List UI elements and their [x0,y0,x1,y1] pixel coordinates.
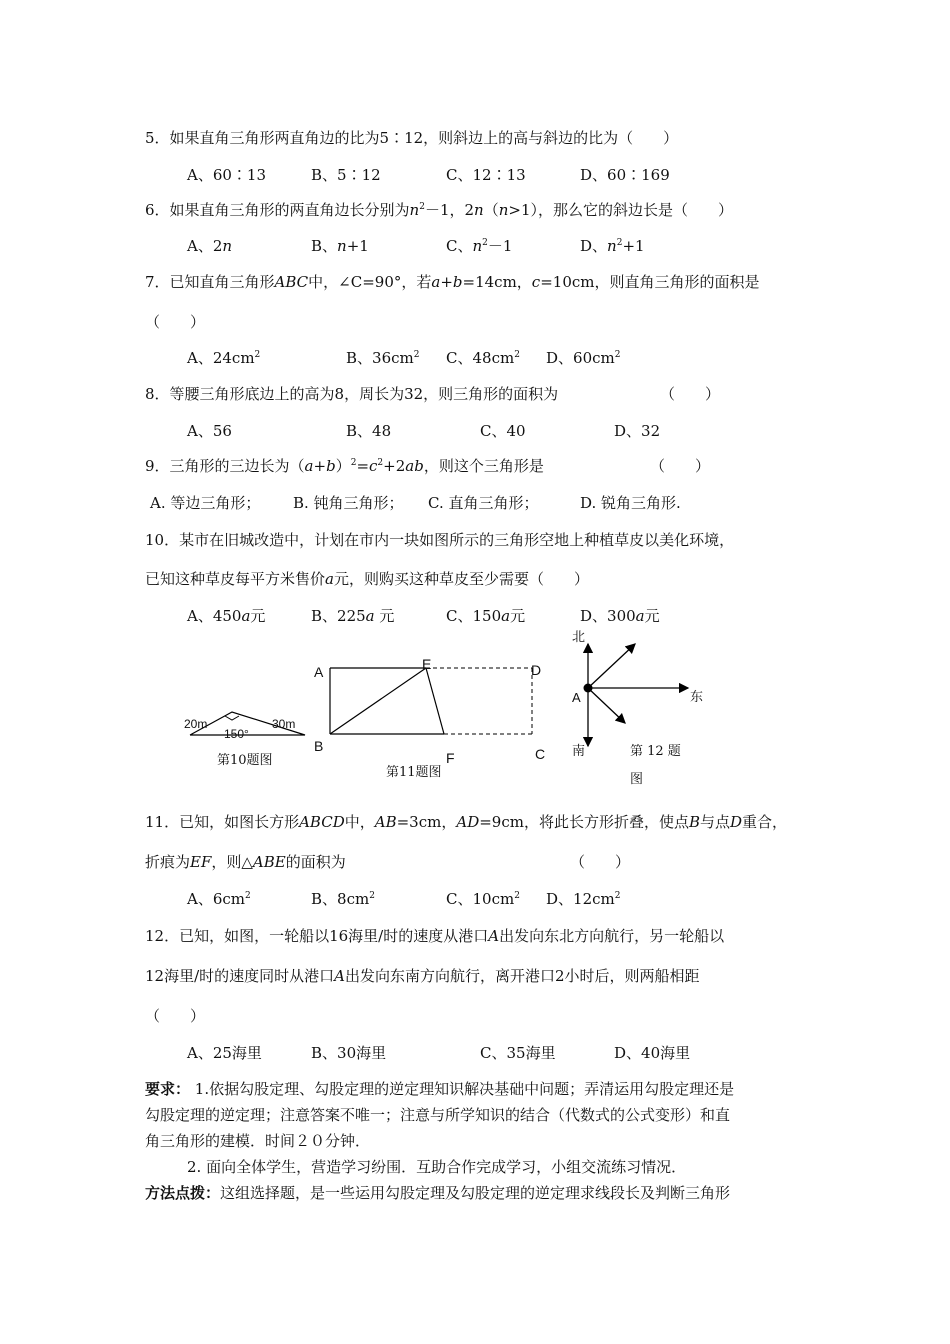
q7-option-d: D、$60cm^2$ [546,349,621,367]
fig10-left-side-label: 20m [184,717,208,731]
fig10-right-side-label: 30m [272,717,296,731]
q5-option-c: C、12∶13 [446,166,526,184]
q8-option-a: A、56 [187,422,232,440]
fig11-rectangle [320,660,540,740]
q8-option-b: B、48 [346,422,392,440]
q7-option-a: A、$24cm^2$ [187,349,261,367]
q12-option-b: B、30海里 [311,1044,387,1062]
fig11-label-d: D [531,662,542,678]
q9-paren: （ ） [650,457,711,475]
method-tip-line1: 方法点拨：这组选择题，是一些运用勾股定理及勾股定理的逆定理求线段长及判断三角形 [145,1184,731,1202]
q9-option-c: C. 直角三角形； [428,494,539,512]
q11-stem-line1: 11．已知，如图长方形ABCD中，AB=3cm，AD=9cm，将此长方形折叠，使点B与点D重合， [145,813,788,831]
fig11-label-b: B [314,738,324,754]
fig12-label-a: A [572,690,581,705]
fig11-label-f: F [446,750,455,766]
q5-option-b: B、5∶12 [311,166,381,184]
q11-option-a: A、$6cm^2$ [187,890,251,908]
q8-stem: 8．等腰三角形底边上的高为8，周长为32，则三角形的面积为 [145,385,559,403]
requirements-line2: 勾股定理的逆定理；注意答案不唯一；注意与所学知识的结合（代数式的公式变形）和直 [145,1106,731,1124]
q10-option-c: C、150a元 [446,607,526,625]
fig12-east-label: 东 [690,690,704,705]
q11-option-b: B、$8cm^2$ [311,890,375,908]
q11-paren: （ ） [570,853,631,871]
fig12-north-label: 北 [572,630,586,645]
fig12-compass [570,640,700,752]
q8-paren: （ ） [660,385,721,403]
q9-stem: 9．三角形的三边长为$(a+b)^2=c^2+2ab$，则这个三角形是 [145,457,544,475]
q8-option-c: C、40 [480,422,526,440]
q12-option-c: C、35海里 [480,1044,556,1062]
fig10-caption: 第10题图 [217,753,273,768]
q9-option-b: B. 钝角三角形； [293,494,404,512]
q9-option-d: D. 锐角三角形. [580,494,681,512]
q8-option-d: D、32 [614,422,661,440]
q10-stem-line1: 10．某市在旧城改造中，计划在市内一块如图所示的三角形空地上种植草皮以美化环境， [145,531,735,549]
requirements-line3: 角三角形的建模．时间２０分钟． [145,1132,371,1150]
fig11-label-a: A [314,664,324,680]
q10-option-b: B、225a 元 [311,607,395,625]
requirements-line1: 要求： 1.依据勾股定理、勾股定理的逆定理知识解决基础中问题；弄清运用勾股定理还是 [145,1080,735,1098]
q5-option-d: D、60∶169 [580,166,670,184]
q10-option-d: D、300a元 [580,607,660,625]
q11-option-d: D、$12cm^2$ [546,890,621,908]
fig10-angle-label: 150° [224,727,249,741]
q5-option-a: A、60∶13 [187,166,267,184]
q9-option-a: A. 等边三角形； [150,494,261,512]
q6-option-b: B、n+1 [311,237,369,255]
q7-stem: 7．已知直角三角形ABC中，∠C=90°，若a+b=14cm，c=10cm，则直角三角形的面积是 [145,273,760,291]
q6-option-c: C、$n^2-1$ [446,237,513,255]
q10-option-a: A、450a元 [187,607,266,625]
q12-stem-line1: 12．已知，如图，一轮船以16海里/时的速度从港口A出发向东北方向航行，另一轮船以 [145,927,725,945]
q10-stem-line2: 已知这种草皮每平方米售价a元，则购买这种草皮至少需要（ ） [145,570,589,588]
fig12-south-label: 南 [572,744,586,759]
q6-option-d: D、$n^2+1$ [580,237,645,255]
q12-option-a: A、25海里 [187,1044,262,1062]
q12-paren: （ ） [145,1007,206,1025]
q6-option-a: A、2n [187,237,233,255]
q7-option-c: C、$48cm^2$ [446,349,520,367]
q7-paren: （ ） [145,313,206,331]
q7-option-b: B、$36cm^2$ [346,349,420,367]
q5-stem: 5．如果直角三角形两直角边的比为5∶12，则斜边上的高与斜边的比为（ ） [145,129,679,147]
fig11-caption: 第11题图 [386,765,442,780]
fig12-caption-line1: 第 12 题 [630,744,681,759]
fig11-label-e: E [422,656,432,672]
q12-option-d: D、40海里 [614,1044,691,1062]
requirements-line4: 2. 面向全体学生，营造学习纷围．互助合作完成学习，小组交流练习情况． [187,1158,687,1176]
q6-stem: 6．如果直角三角形的两直角边长分别为$n^2-1$，2n（n>1），那么它的斜边长是（ ） [145,201,734,219]
fig12-caption-line2: 图 [630,772,644,787]
fig11-label-c: C [535,746,546,762]
q11-option-c: C、$10cm^2$ [446,890,520,908]
q12-stem-line2: 12海里/时的速度同时从港口A出发向东南方向航行，离开港口2小时后，则两船相距 [145,967,700,985]
q11-stem-line2: 折痕为EF，则△ABE的面积为 [145,853,346,871]
